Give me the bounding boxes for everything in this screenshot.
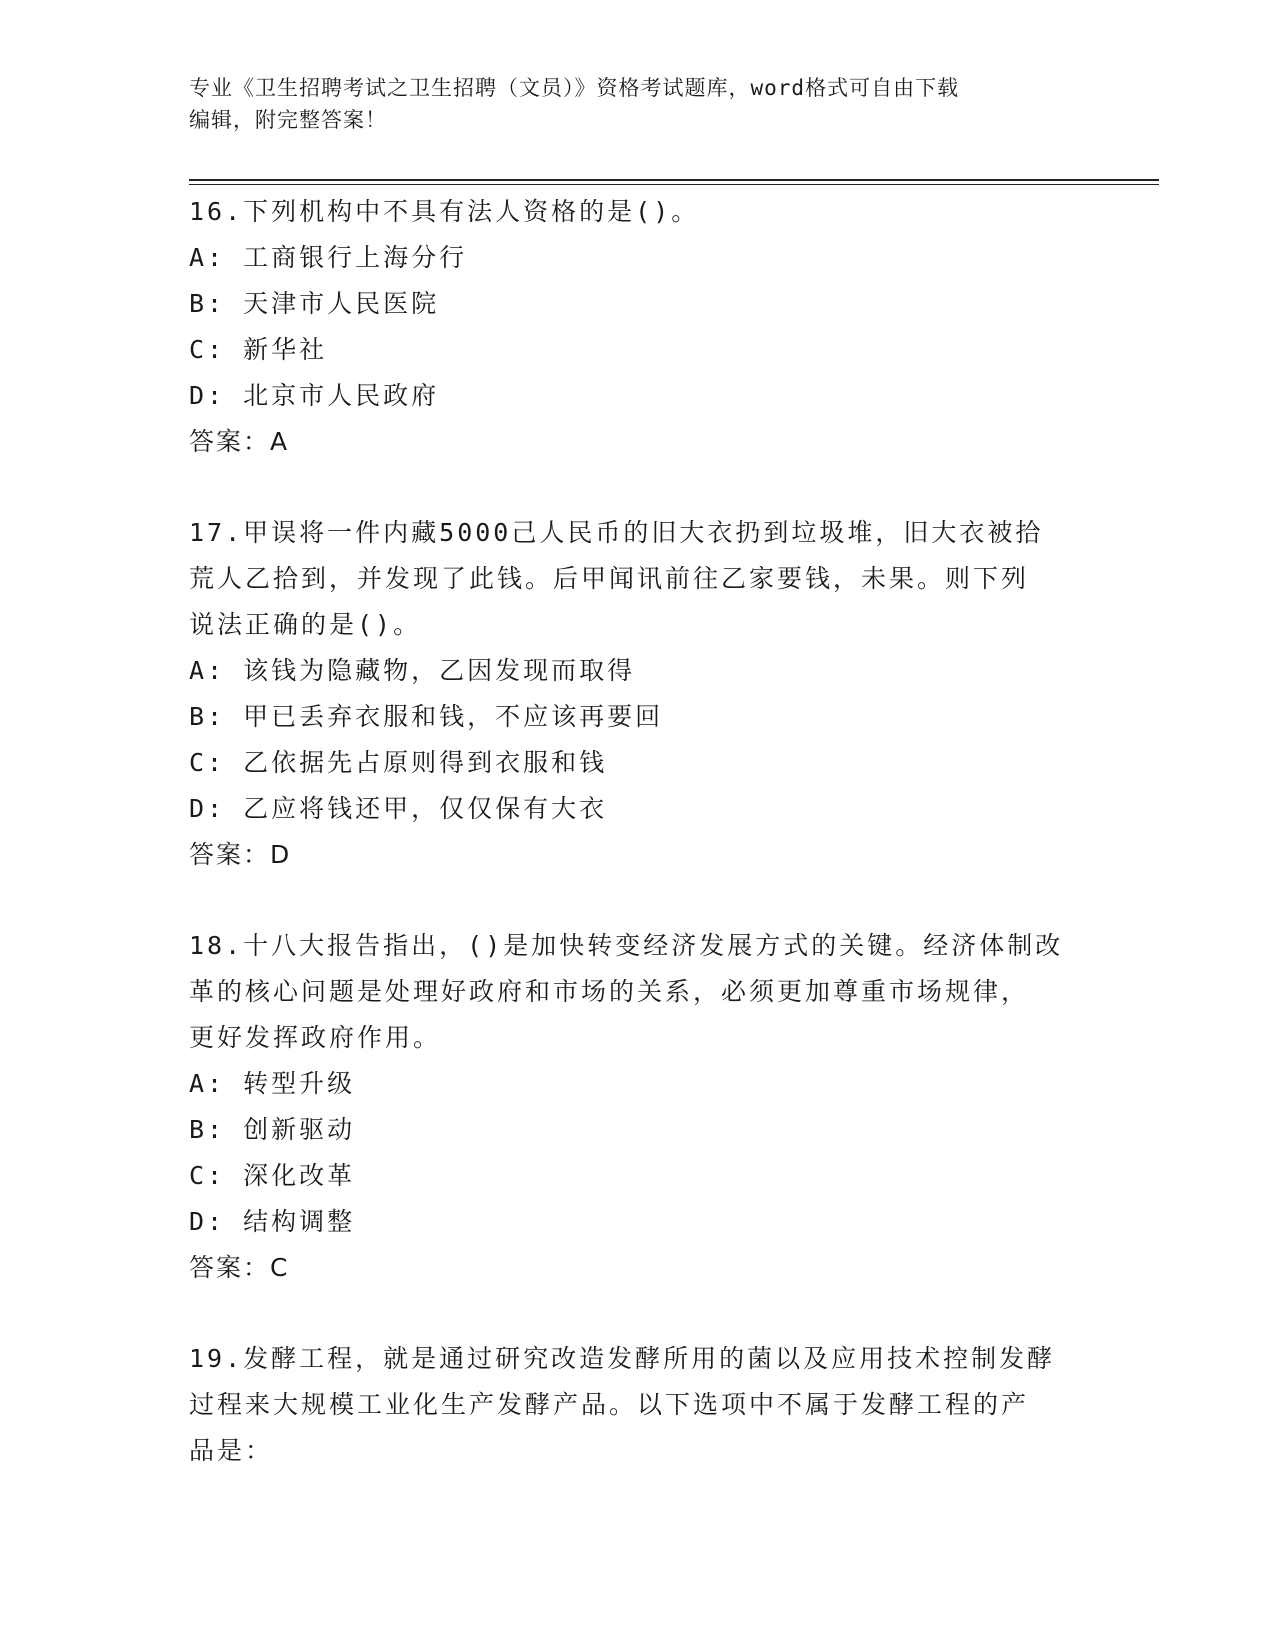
option-d: D: 结构调整 bbox=[189, 1207, 356, 1236]
answer-line: 答案：D bbox=[189, 840, 292, 869]
header-divider-thick bbox=[189, 179, 1159, 181]
document-header bbox=[189, 72, 1089, 136]
question-17 bbox=[189, 510, 1079, 878]
header-line-1: 专业《卫生招聘考试之卫生招聘（文员）》资格考试题库，word格式可自由下载 bbox=[189, 76, 960, 100]
question-stem-line: 过程来大规模工业化生产发酵产品。以下选项中不属于发酵工程的产 bbox=[189, 1390, 1030, 1419]
option-b: B: 甲已丢弃衣服和钱，不应该再要回 bbox=[189, 702, 664, 731]
question-stem-line: 更好发挥政府作用。 bbox=[189, 1023, 442, 1052]
header-line-2: 编辑，附完整答案！ bbox=[189, 108, 387, 132]
question-stem-line: 荒人乙拾到，并发现了此钱。后甲闻讯前往乙家要钱，未果。则下列 bbox=[189, 564, 1030, 593]
option-a: A: 转型升级 bbox=[189, 1069, 356, 1098]
question-stem-line: 说法正确的是()。 bbox=[189, 610, 422, 639]
option-d: D: 乙应将钱还甲，仅仅保有大衣 bbox=[189, 794, 608, 823]
question-stem-line: 品是： bbox=[189, 1436, 274, 1465]
option-d: D: 北京市人民政府 bbox=[189, 381, 440, 410]
header-divider-thin bbox=[189, 184, 1159, 185]
question-stem-line: 17.甲误将一件内藏5000己人民币的旧大衣扔到垃圾堆，旧大衣被拾 bbox=[189, 518, 1044, 547]
question-19 bbox=[189, 1336, 1079, 1474]
question-stem-line: 19.发酵工程，就是通过研究改造发酵所用的菌以及应用技术控制发酵 bbox=[189, 1344, 1056, 1373]
option-c: C: 新华社 bbox=[189, 335, 328, 364]
question-16 bbox=[189, 189, 1079, 465]
option-a: A: 该钱为隐藏物，乙因发现而取得 bbox=[189, 656, 636, 685]
option-c: C: 深化改革 bbox=[189, 1161, 356, 1190]
option-a: A: 工商银行上海分行 bbox=[189, 243, 468, 272]
answer-line: 答案：A bbox=[189, 427, 290, 456]
question-stem-line: 18.十八大报告指出，()是加快转变经济发展方式的关键。经济体制改 bbox=[189, 931, 1064, 960]
question-stem: 16.下列机构中不具有法人资格的是()。 bbox=[189, 197, 700, 226]
option-b: B: 天津市人民医院 bbox=[189, 289, 440, 318]
question-list bbox=[189, 189, 1079, 1474]
answer-line: 答案：C bbox=[189, 1253, 290, 1282]
option-c: C: 乙依据先占原则得到衣服和钱 bbox=[189, 748, 608, 777]
option-b: B: 创新驱动 bbox=[189, 1115, 356, 1144]
question-18 bbox=[189, 923, 1079, 1291]
question-stem-line: 革的核心问题是处理好政府和市场的关系，必须更加尊重市场规律， bbox=[189, 977, 1030, 1006]
